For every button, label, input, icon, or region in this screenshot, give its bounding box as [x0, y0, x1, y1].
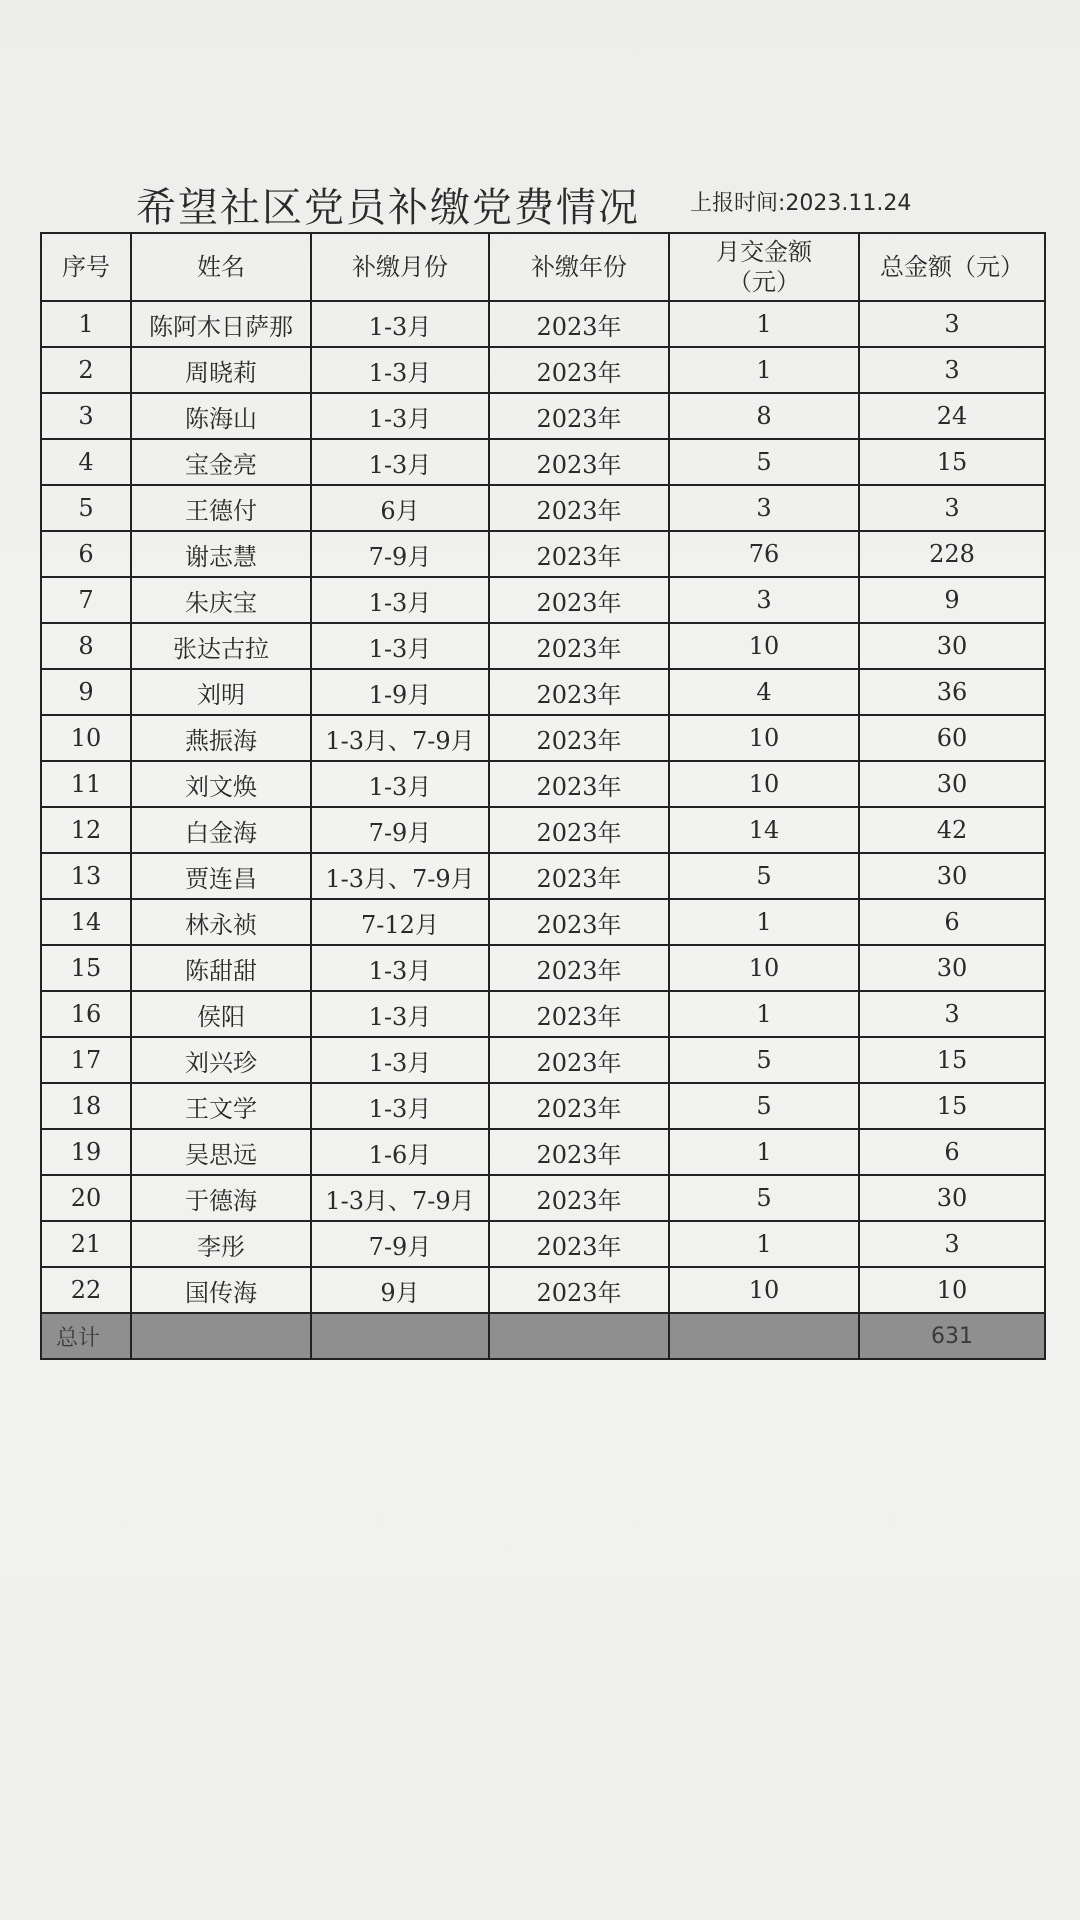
cell-months: 1-3月 [311, 347, 489, 393]
cell-year: 2023年 [489, 761, 669, 807]
cell-index: 19 [41, 1129, 131, 1175]
cell-total-amount: 30 [859, 623, 1045, 669]
cell-name: 朱庆宝 [131, 577, 311, 623]
table-row [41, 347, 1045, 393]
cell-name: 刘兴珍 [131, 1037, 311, 1083]
cell-name: 刘文焕 [131, 761, 311, 807]
cell-name: 贾连昌 [131, 853, 311, 899]
cell-year: 2023年 [489, 1083, 669, 1129]
cell-year: 2023年 [489, 715, 669, 761]
total-empty-cell [131, 1313, 311, 1359]
table-row [41, 485, 1045, 531]
header-cell-year: 补缴年份 [489, 233, 669, 301]
cell-months: 1-3月 [311, 761, 489, 807]
cell-months: 1-3月 [311, 577, 489, 623]
header-cell-months: 补缴月份 [311, 233, 489, 301]
cell-months: 7-12月 [311, 899, 489, 945]
cell-total-amount: 15 [859, 1083, 1045, 1129]
cell-months: 1-3月、7-9月 [311, 715, 489, 761]
cell-total-amount: 30 [859, 945, 1045, 991]
table-row [41, 439, 1045, 485]
cell-monthly-amount: 10 [669, 715, 859, 761]
cell-months: 1-3月、7-9月 [311, 853, 489, 899]
table-row [41, 991, 1045, 1037]
cell-year: 2023年 [489, 531, 669, 577]
cell-total-amount: 3 [859, 485, 1045, 531]
cell-months: 1-3月 [311, 991, 489, 1037]
cell-name: 李彤 [131, 1221, 311, 1267]
cell-index: 12 [41, 807, 131, 853]
cell-index: 15 [41, 945, 131, 991]
cell-year: 2023年 [489, 485, 669, 531]
table-row [41, 669, 1045, 715]
cell-year: 2023年 [489, 669, 669, 715]
cell-year: 2023年 [489, 807, 669, 853]
cell-total-amount: 15 [859, 1037, 1045, 1083]
table-row [41, 1037, 1045, 1083]
cell-months: 1-3月 [311, 301, 489, 347]
cell-monthly-amount: 5 [669, 439, 859, 485]
cell-name: 燕振海 [131, 715, 311, 761]
cell-index: 18 [41, 1083, 131, 1129]
cell-monthly-amount: 1 [669, 1129, 859, 1175]
total-empty-cell [311, 1313, 489, 1359]
cell-total-amount: 30 [859, 853, 1045, 899]
cell-months: 1-3月 [311, 439, 489, 485]
cell-index: 4 [41, 439, 131, 485]
cell-monthly-amount: 1 [669, 899, 859, 945]
cell-months: 1-3月、7-9月 [311, 1175, 489, 1221]
cell-total-amount: 15 [859, 439, 1045, 485]
cell-total-amount: 3 [859, 991, 1045, 1037]
total-row [41, 1313, 1045, 1359]
table-row [41, 1083, 1045, 1129]
cell-index: 10 [41, 715, 131, 761]
table-row [41, 1221, 1045, 1267]
cell-monthly-amount: 1 [669, 301, 859, 347]
cell-monthly-amount: 10 [669, 945, 859, 991]
cell-year: 2023年 [489, 1175, 669, 1221]
cell-monthly-amount: 5 [669, 1175, 859, 1221]
cell-year: 2023年 [489, 1267, 669, 1313]
cell-year: 2023年 [489, 1221, 669, 1267]
total-value: 631 [859, 1313, 1045, 1359]
total-label: 总计 [41, 1313, 131, 1359]
table-row [41, 1267, 1045, 1313]
cell-year: 2023年 [489, 1037, 669, 1083]
cell-total-amount: 3 [859, 347, 1045, 393]
cell-name: 陈阿木日萨那 [131, 301, 311, 347]
cell-months: 1-3月 [311, 623, 489, 669]
header-cell-index: 序号 [41, 233, 131, 301]
cell-months: 7-9月 [311, 531, 489, 577]
table-row [41, 531, 1045, 577]
cell-index: 2 [41, 347, 131, 393]
cell-year: 2023年 [489, 991, 669, 1037]
cell-total-amount: 60 [859, 715, 1045, 761]
cell-name: 刘明 [131, 669, 311, 715]
cell-index: 8 [41, 623, 131, 669]
cell-year: 2023年 [489, 853, 669, 899]
cell-index: 3 [41, 393, 131, 439]
report-date: 上报时间:2023.11.24 [690, 191, 912, 216]
cell-name: 陈甜甜 [131, 945, 311, 991]
cell-months: 1-9月 [311, 669, 489, 715]
cell-total-amount: 6 [859, 899, 1045, 945]
cell-index: 5 [41, 485, 131, 531]
cell-name: 王德付 [131, 485, 311, 531]
cell-name: 侯阳 [131, 991, 311, 1037]
cell-monthly-amount: 76 [669, 531, 859, 577]
cell-index: 22 [41, 1267, 131, 1313]
cell-year: 2023年 [489, 899, 669, 945]
cell-name: 王文学 [131, 1083, 311, 1129]
cell-index: 20 [41, 1175, 131, 1221]
cell-name: 谢志慧 [131, 531, 311, 577]
cell-total-amount: 30 [859, 761, 1045, 807]
cell-monthly-amount: 3 [669, 485, 859, 531]
cell-total-amount: 3 [859, 301, 1045, 347]
cell-year: 2023年 [489, 945, 669, 991]
cell-year: 2023年 [489, 347, 669, 393]
cell-monthly-amount: 3 [669, 577, 859, 623]
cell-index: 1 [41, 301, 131, 347]
table-row [41, 715, 1045, 761]
total-empty-cell [489, 1313, 669, 1359]
cell-total-amount: 10 [859, 1267, 1045, 1313]
table-row [41, 945, 1045, 991]
cell-name: 张达古拉 [131, 623, 311, 669]
cell-index: 14 [41, 899, 131, 945]
table-row [41, 853, 1045, 899]
cell-monthly-amount: 10 [669, 761, 859, 807]
table-row [41, 761, 1045, 807]
cell-name: 陈海山 [131, 393, 311, 439]
cell-name: 国传海 [131, 1267, 311, 1313]
cell-total-amount: 3 [859, 1221, 1045, 1267]
table-row [41, 1129, 1045, 1175]
document-title: 希望社区党员补缴党费情况 [136, 185, 640, 231]
header-cell-total-amount: 总金额（元） [859, 233, 1045, 301]
cell-monthly-amount: 5 [669, 1083, 859, 1129]
cell-name: 宝金亮 [131, 439, 311, 485]
cell-months: 7-9月 [311, 807, 489, 853]
cell-year: 2023年 [489, 301, 669, 347]
cell-monthly-amount: 5 [669, 1037, 859, 1083]
header-cell-name: 姓名 [131, 233, 311, 301]
table-row [41, 301, 1045, 347]
cell-index: 13 [41, 853, 131, 899]
cell-name: 于德海 [131, 1175, 311, 1221]
cell-monthly-amount: 5 [669, 853, 859, 899]
cell-index: 21 [41, 1221, 131, 1267]
cell-name: 吴思远 [131, 1129, 311, 1175]
table-row [41, 899, 1045, 945]
cell-total-amount: 9 [859, 577, 1045, 623]
cell-name: 白金海 [131, 807, 311, 853]
cell-monthly-amount: 1 [669, 1221, 859, 1267]
cell-year: 2023年 [489, 393, 669, 439]
cell-index: 7 [41, 577, 131, 623]
cell-monthly-amount: 1 [669, 347, 859, 393]
table-header-row [41, 233, 1045, 301]
cell-monthly-amount: 10 [669, 623, 859, 669]
cell-monthly-amount: 14 [669, 807, 859, 853]
cell-total-amount: 42 [859, 807, 1045, 853]
total-empty-cell [669, 1313, 859, 1359]
table-row [41, 577, 1045, 623]
table-body [41, 301, 1045, 1313]
table-row [41, 393, 1045, 439]
cell-monthly-amount: 1 [669, 991, 859, 1037]
cell-total-amount: 6 [859, 1129, 1045, 1175]
cell-name: 林永祯 [131, 899, 311, 945]
header-monthly-amount-text: 月交金额（元） [716, 238, 812, 296]
table-row [41, 1175, 1045, 1221]
cell-total-amount: 24 [859, 393, 1045, 439]
cell-index: 9 [41, 669, 131, 715]
table-row [41, 807, 1045, 853]
cell-monthly-amount: 4 [669, 669, 859, 715]
cell-total-amount: 228 [859, 531, 1045, 577]
cell-year: 2023年 [489, 577, 669, 623]
header [0, 176, 1080, 236]
cell-year: 2023年 [489, 623, 669, 669]
cell-months: 1-3月 [311, 1083, 489, 1129]
cell-name: 周晓莉 [131, 347, 311, 393]
cell-monthly-amount: 8 [669, 393, 859, 439]
cell-months: 7-9月 [311, 1221, 489, 1267]
table-row [41, 623, 1045, 669]
header-cell-monthly-amount [669, 233, 859, 301]
cell-months: 9月 [311, 1267, 489, 1313]
cell-months: 1-3月 [311, 945, 489, 991]
cell-year: 2023年 [489, 439, 669, 485]
cell-index: 6 [41, 531, 131, 577]
cell-total-amount: 30 [859, 1175, 1045, 1221]
cell-months: 1-3月 [311, 393, 489, 439]
cell-index: 11 [41, 761, 131, 807]
cell-monthly-amount: 10 [669, 1267, 859, 1313]
cell-months: 1-3月 [311, 1037, 489, 1083]
dues-table [40, 232, 1046, 1360]
cell-months: 6月 [311, 485, 489, 531]
cell-year: 2023年 [489, 1129, 669, 1175]
cell-total-amount: 36 [859, 669, 1045, 715]
cell-index: 16 [41, 991, 131, 1037]
cell-index: 17 [41, 1037, 131, 1083]
cell-months: 1-6月 [311, 1129, 489, 1175]
